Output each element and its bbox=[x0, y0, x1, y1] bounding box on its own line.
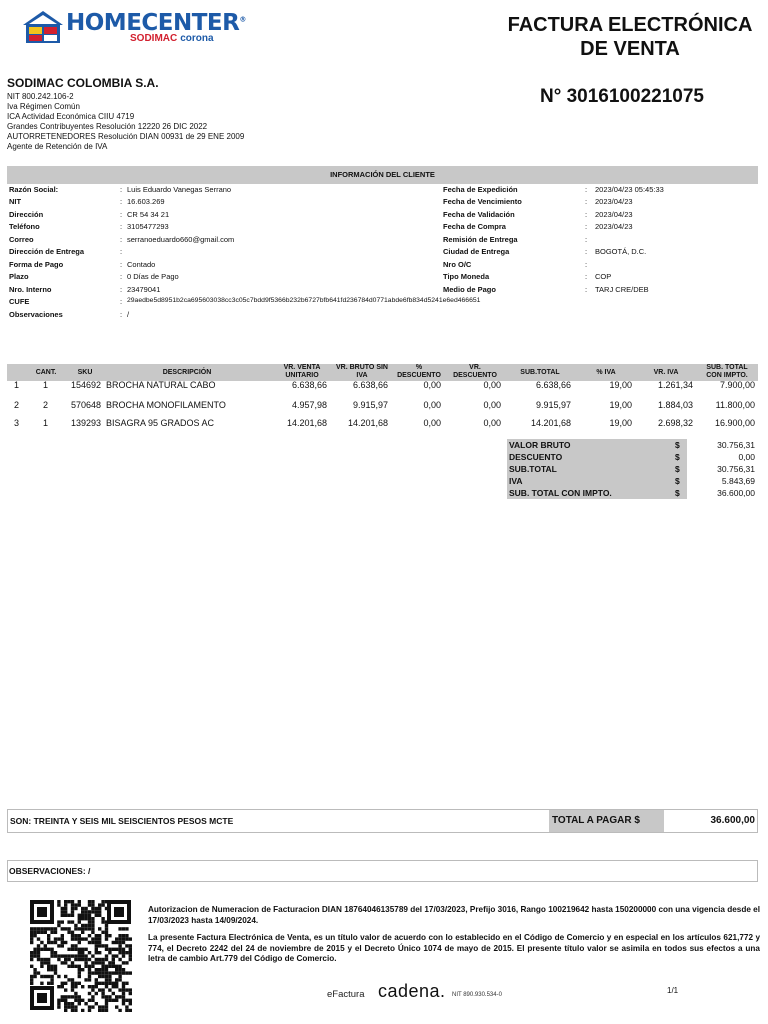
col-cant: CANT. bbox=[35, 369, 57, 376]
info-row: Razón Social: : Luis Eduardo Vanegas Serrano Fecha de Expedición : 2023/04/23 05:45:33 bbox=[9, 185, 664, 194]
info-row-cufe: CUFE : 29aedbe5d8951b2ca695603038cc3c05c7bdd9f5366b232b6727bfb641fd236784d0771abde6fb834d5241e6ed466651 bbox=[9, 297, 481, 306]
col-subtotal-impto: SUB. TOTAL CON IMPTO. bbox=[706, 364, 748, 379]
observations-bar: OBSERVACIONES: / bbox=[7, 860, 758, 882]
company-name: SODIMAC COLOMBIA S.A. bbox=[7, 76, 159, 90]
homecenter-logo bbox=[22, 10, 246, 46]
client-info-header: INFORMACIÓN DEL CLIENTE bbox=[7, 166, 758, 184]
table-row: 3 1 139293 BISAGRA 95 GRADOS AC 14.201,68 14.201,68 0,00 0,00 14.201,68 19,00 2.698,32 16.900,00 bbox=[14, 418, 755, 428]
company-info bbox=[7, 76, 244, 152]
info-row: Nro. Interno : 23479041 Medio de Pago : TARJ CRE/DEB bbox=[9, 285, 649, 294]
col-pct-iva: % IVA bbox=[596, 369, 616, 376]
invoice-number: N° 3016100221075 bbox=[540, 86, 704, 107]
col-vr-bruto: VR. BRUTO SIN IVA bbox=[336, 364, 388, 379]
total-row-descuento: DESCUENTO $ 0,00 bbox=[509, 452, 755, 462]
amount-in-words: SON: TREINTA Y SEIS MIL SEISCIENTOS PESOS MCTE bbox=[10, 816, 234, 826]
company-line: Iva Régimen Común bbox=[7, 102, 80, 111]
company-line: Grandes Contribuyentes Resolución 12220 26 DIC 2022 bbox=[7, 122, 208, 131]
amount-in-words-bar bbox=[7, 809, 758, 833]
info-row: Correo : serranoeduardo660@gmail.com Remisión de Entrega : bbox=[9, 235, 588, 244]
qr-code-icon bbox=[28, 898, 133, 1012]
col-subtotal: SUB.TOTAL bbox=[520, 369, 560, 376]
company-line: ICA Actividad Económica CIIU 4719 bbox=[7, 112, 135, 121]
total-to-pay-value: 36.600,00 bbox=[710, 815, 755, 826]
items-table-header bbox=[7, 364, 758, 381]
company-line: AUTORRETENEDORES Resolución DIAN 00931 de 29 ENE 2009 bbox=[7, 132, 245, 141]
efactura-label: eFactura bbox=[327, 989, 365, 1000]
col-vr-descuento: VR. DESCUENTO bbox=[453, 364, 497, 379]
cadena-nit: NIT 890.930.534-0 bbox=[452, 992, 502, 998]
total-row-subtotal: SUB.TOTAL $ 30.756,31 bbox=[509, 464, 755, 474]
legal-notice bbox=[148, 905, 760, 972]
house-logo-icon bbox=[22, 10, 64, 44]
info-row: NIT : 16.603.269 Fecha de Vencimiento : 2023/04/23 bbox=[9, 197, 633, 206]
table-row: 2 2 570648 BROCHA MONOFILAMENTO 4.957,98 9.915,97 0,00 0,00 9.915,97 19,00 1.884,03 11.800,00 bbox=[14, 400, 755, 410]
title-value-notice: La presente Factura Electrónica de Venta, es un título valor de acuerdo con lo establecido en el Código de Comercio y en especial en los artículos 621,772 y 774, el Decreto 2242 del 24 de noviembre de 2015 y el Decreto Único 1074 de mayo de 2015. El presente título valor se asimila en todos sus efectos a una letra de cambio Art.779 del Código de Comercio. bbox=[148, 933, 760, 963]
col-descripcion: DESCRIPCIÓN bbox=[162, 369, 212, 376]
info-row: Dirección : CR 54 34 21 Fecha de Validación : 2023/04/23 bbox=[9, 210, 633, 219]
page-number: 1/1 bbox=[667, 986, 679, 995]
cadena-logo: cadena. bbox=[378, 981, 446, 1001]
total-row-iva: IVA $ 5.843,69 bbox=[509, 476, 755, 486]
total-to-pay-label: TOTAL A PAGAR $ bbox=[549, 810, 664, 832]
col-sku: SKU bbox=[77, 369, 93, 376]
info-row: Observaciones : / bbox=[9, 310, 130, 319]
col-pct-descuento: % DESCUENTO bbox=[397, 364, 441, 379]
document-title: FACTURA ELECTRÓNICA DE VENTA bbox=[507, 14, 753, 60]
brand-name: HOMECENTER® bbox=[66, 10, 246, 36]
table-row: 1 1 154692 BROCHA NATURAL CABO 6.638,66 6.638,66 0,00 0,00 6.638,66 19,00 1.261,34 7.900,00 bbox=[14, 380, 755, 390]
total-to-pay bbox=[549, 810, 758, 832]
company-line: Agente de Retención de IVA bbox=[7, 142, 108, 151]
info-row: Plazo : 0 Días de Pago Tipo Moneda : COP bbox=[9, 272, 612, 281]
company-line: NIT 800.242.106-2 bbox=[7, 92, 74, 101]
total-row-subtotal-impto: SUB. TOTAL CON IMPTO. $ 36.600,00 bbox=[509, 488, 755, 498]
info-row: Teléfono : 3105477293 Fecha de Compra : 2023/04/23 bbox=[9, 222, 633, 231]
col-vr-iva: VR. IVA bbox=[653, 369, 679, 376]
info-row: Forma de Pago : Contado Nro O/C : bbox=[9, 260, 588, 269]
total-row-valor-bruto: VALOR BRUTO $ 30.756,31 bbox=[509, 440, 755, 450]
col-vr-unitario: VR. VENTA UNITARIO bbox=[283, 364, 321, 379]
brand-subline: SODIMAC corona bbox=[130, 33, 214, 44]
info-row: Dirección de Entrega : Ciudad de Entrega : BOGOTÁ, D.C. bbox=[9, 247, 647, 256]
dian-authorization: Autorizacion de Numeracion de Facturacion DIAN 18764046135789 del 17/03/2023, Prefijo 3016, Rango 100219642 hasta 150200000 con una vigencia desde el 17/03/2023 hasta 14/09/2024. bbox=[148, 905, 760, 925]
